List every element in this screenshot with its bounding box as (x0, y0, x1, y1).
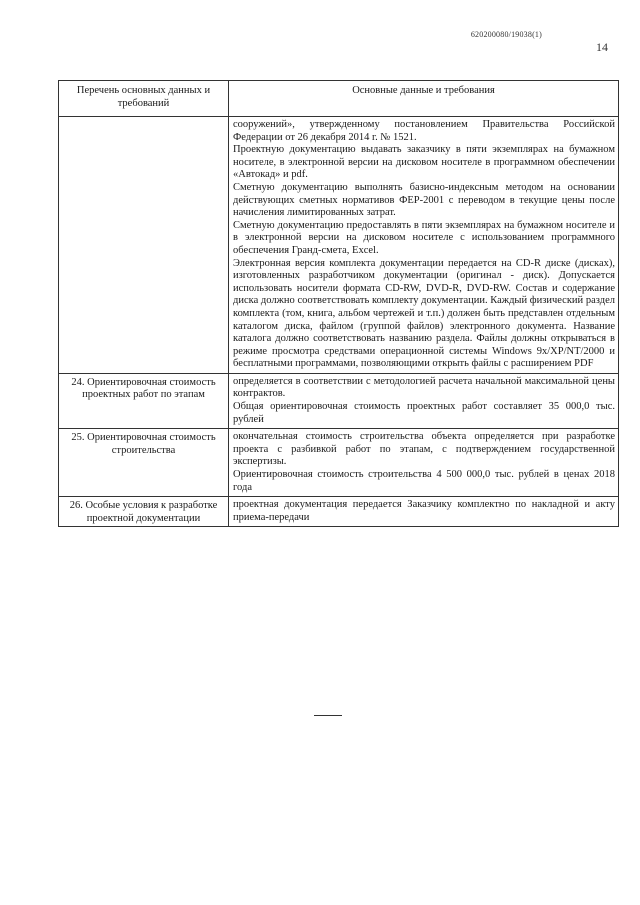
paragraph: Общая ориентировочная стоимость проектных работ составляет 35 000,0 тыс. рублей (233, 401, 615, 425)
row-content (229, 373, 619, 428)
table-row (59, 117, 619, 374)
paragraph: проектная документация передается Заказчику комплектно по накладной и акту приема-передачи (233, 499, 615, 523)
table-row (59, 497, 619, 527)
table-header-row (59, 81, 619, 117)
page-number: 14 (596, 40, 608, 54)
row-content (229, 429, 619, 497)
row-content (229, 117, 619, 374)
table-row (59, 429, 619, 497)
paragraph: Сметную документацию предоставлять в пяти экземплярах на бумажном носителе и в электронной версии на дисковом носителе с использованием программного обеспечения Гранд-смета, Excel. (233, 219, 615, 256)
row-label: 26. Особые условия к разработке проектной документации (59, 497, 229, 527)
requirements-table (58, 80, 619, 527)
column-header-requirements-list: Перечень основных данных и требований (59, 81, 229, 117)
paragraph: Ориентировочная стоимость строительства 4 500 000,0 тыс. рублей в ценах 2018 года (233, 469, 615, 493)
paragraph: окончательная стоимость строительства объекта определяется при разработке проекта с разбивкой работ по этапам, с подтверждением государственной экспертизы. (233, 431, 615, 468)
table-row (59, 373, 619, 428)
paragraph: Сметную документацию выполнять базисно-индексным методом на основании действующих сметных нормативов ФЕР-2001 с переводом в текущие цены после начисления лимитированных затрат. (233, 181, 615, 219)
paragraph: определяется в соответствии с методологией расчета начальной максимальной цены контрактов. (233, 375, 615, 400)
row-label (59, 117, 229, 374)
row-label: 24. Ориентировочная стоимость проектных работ по этапам (59, 373, 229, 428)
row-content (229, 497, 619, 527)
row-label: 25. Ориентировочная стоимость строительства (59, 429, 229, 497)
paragraph: сооружений», утвержденному постановлением Правительства Российской Федерации от 26 декабря 2014 г. № 1521. (233, 119, 615, 143)
column-header-data-and-requirements: Основные данные и требования (229, 81, 619, 117)
paragraph: Проектную документацию выдавать заказчику в пяти экземплярах на бумажном носителе, в электронной версии на дисковом носителе в программном обеспечении «Автокад» и pdf. (233, 144, 615, 181)
paragraph: Электронная версия комплекта документации передается на CD-R диске (дисках), изготовленных разработчиком документации (оригинал - диск). Допускается использовать носители формата CD-RW, DVD-R, DVD-RW. Состав и содержание диска должно соответствовать комплекту документации. Каждый физический раздел комплекта (том, книга, альбом чертежей и т.п.) должен быть представлен отдельным каталогом диска, файлом (группой файлов) электронного документа. Название каталога должно соответствовать названию раздела. Файлы должны открываться в режиме просмотра средствами операционной системы Windows 9x/XP/NT/2000 и бесплатными программами, позволяющими открыть файлы с расширением PDF (233, 257, 615, 370)
document-number: 620200080/19038(1) (470, 30, 542, 39)
separator-line (314, 715, 342, 716)
